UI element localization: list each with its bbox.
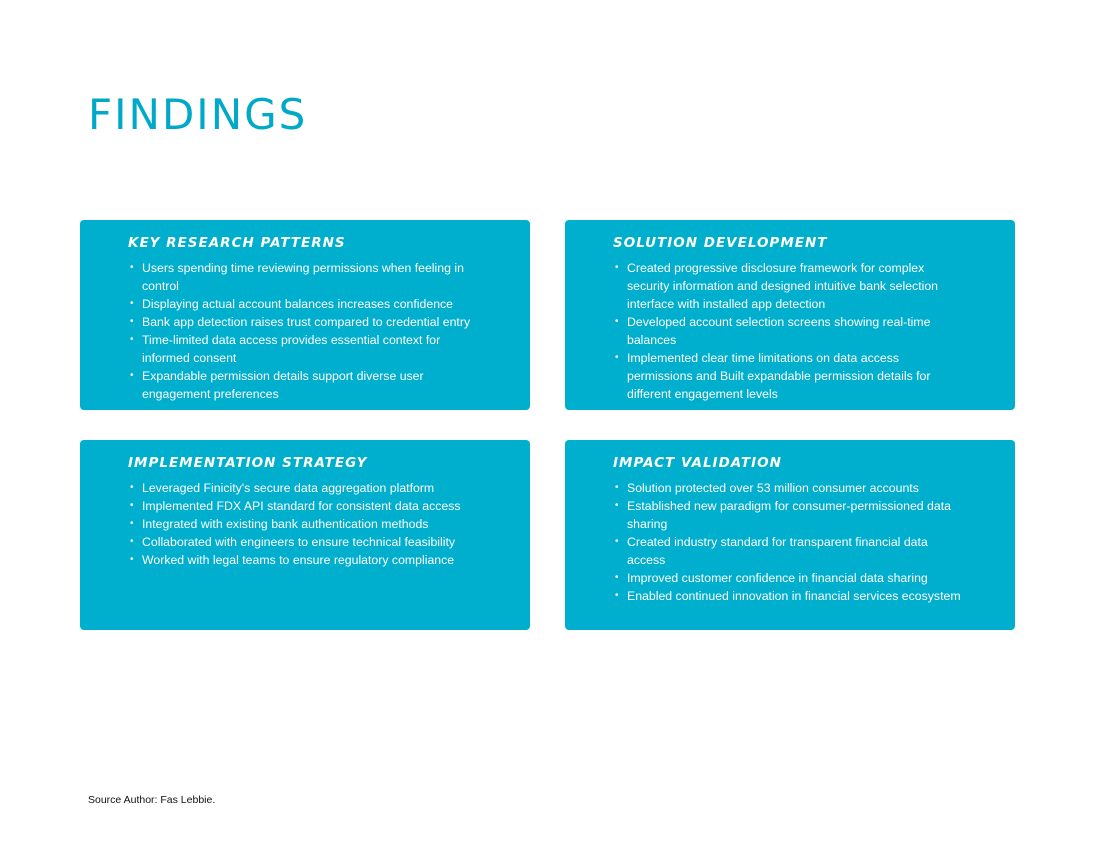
bullet-item <box>613 479 965 497</box>
bullet-text: Developed account selection screens showing real-time balances <box>627 315 931 347</box>
bullet-dot-icon: • <box>130 536 134 547</box>
bullet-text: Solution protected over 53 million consumer accounts <box>627 481 919 495</box>
bullet-dot-icon: • <box>615 536 619 547</box>
bullet-dot-icon: • <box>130 370 134 381</box>
bullet-text: Users spending time reviewing permissions when feeling in control <box>142 261 464 293</box>
card-bullet-list <box>613 479 965 605</box>
bullet-dot-icon: • <box>130 334 134 345</box>
card-implementation-strategy <box>80 440 530 630</box>
bullet-dot-icon: • <box>130 316 134 327</box>
bullet-dot-icon: • <box>130 554 134 565</box>
bullet-text: Collaborated with engineers to ensure technical feasibility <box>142 535 456 549</box>
bullet-dot-icon: • <box>615 262 619 273</box>
card-solution-development <box>565 220 1015 410</box>
bullet-item <box>128 497 480 515</box>
bullet-dot-icon: • <box>615 572 619 583</box>
bullet-item <box>613 349 965 403</box>
bullet-item <box>128 533 480 551</box>
bullet-text: Implemented FDX API standard for consistent data access <box>142 499 461 513</box>
bullet-text: Established new paradigm for consumer-permissioned data sharing <box>627 499 951 531</box>
card-impact-validation <box>565 440 1015 630</box>
bullet-dot-icon: • <box>130 298 134 309</box>
bullet-dot-icon: • <box>130 500 134 511</box>
bullet-item <box>128 259 480 295</box>
bullet-dot-icon: • <box>130 482 134 493</box>
card-heading: IMPLEMENTATION STRATEGY <box>128 455 368 471</box>
bullet-text: Displaying actual account balances increases confidence <box>142 297 454 311</box>
bullet-dot-icon: • <box>615 500 619 511</box>
card-heading: IMPACT VALIDATION <box>613 455 782 471</box>
bullet-item <box>613 569 965 587</box>
bullet-item <box>613 497 965 533</box>
page-title: FINDINGS <box>88 90 308 139</box>
bullet-item <box>128 551 480 569</box>
bullet-text: Leveraged Finicity's secure data aggregation platform <box>142 481 435 495</box>
bullet-dot-icon: • <box>615 352 619 363</box>
bullet-text: Integrated with existing bank authentication methods <box>142 517 429 531</box>
card-bullet-list <box>128 479 480 569</box>
bullet-text: Implemented clear time limitations on data access permissions and Built expandable permission details for different engagement levels <box>627 351 931 401</box>
bullet-dot-icon: • <box>130 262 134 273</box>
card-heading: KEY RESEARCH PATTERNS <box>128 235 346 251</box>
bullet-text: Improved customer confidence in financial data sharing <box>627 571 928 585</box>
bullet-text: Created progressive disclosure framework for complex security information and designed intuitive bank selection interface with installed app detection <box>627 261 939 311</box>
bullet-text: Expandable permission details support diverse user engagement preferences <box>142 369 424 401</box>
bullet-text: Time-limited data access provides essential context for informed consent <box>142 333 441 365</box>
bullet-dot-icon: • <box>615 316 619 327</box>
bullet-text: Worked with legal teams to ensure regulatory compliance <box>142 553 455 567</box>
bullet-item <box>128 295 480 313</box>
bullet-dot-icon: • <box>615 482 619 493</box>
card-heading: SOLUTION DEVELOPMENT <box>613 235 828 251</box>
card-key-research-patterns <box>80 220 530 410</box>
bullet-item <box>613 313 965 349</box>
bullet-item <box>613 259 965 313</box>
bullet-dot-icon: • <box>615 590 619 601</box>
bullet-text: Created industry standard for transparent financial data access <box>627 535 928 567</box>
bullet-item <box>613 587 965 605</box>
bullet-item <box>613 533 965 569</box>
bullet-item <box>128 367 480 403</box>
source-attribution: Source Author: Fas Lebbie. <box>88 794 216 806</box>
bullet-item <box>128 479 480 497</box>
bullet-item <box>128 331 480 367</box>
card-bullet-list <box>128 259 480 403</box>
card-bullet-list <box>613 259 965 403</box>
bullet-dot-icon: • <box>130 518 134 529</box>
bullet-text: Enabled continued innovation in financial services ecosystem <box>627 589 961 603</box>
bullet-text: Bank app detection raises trust compared to credential entry <box>142 315 471 329</box>
bullet-item <box>128 313 480 331</box>
bullet-item <box>128 515 480 533</box>
